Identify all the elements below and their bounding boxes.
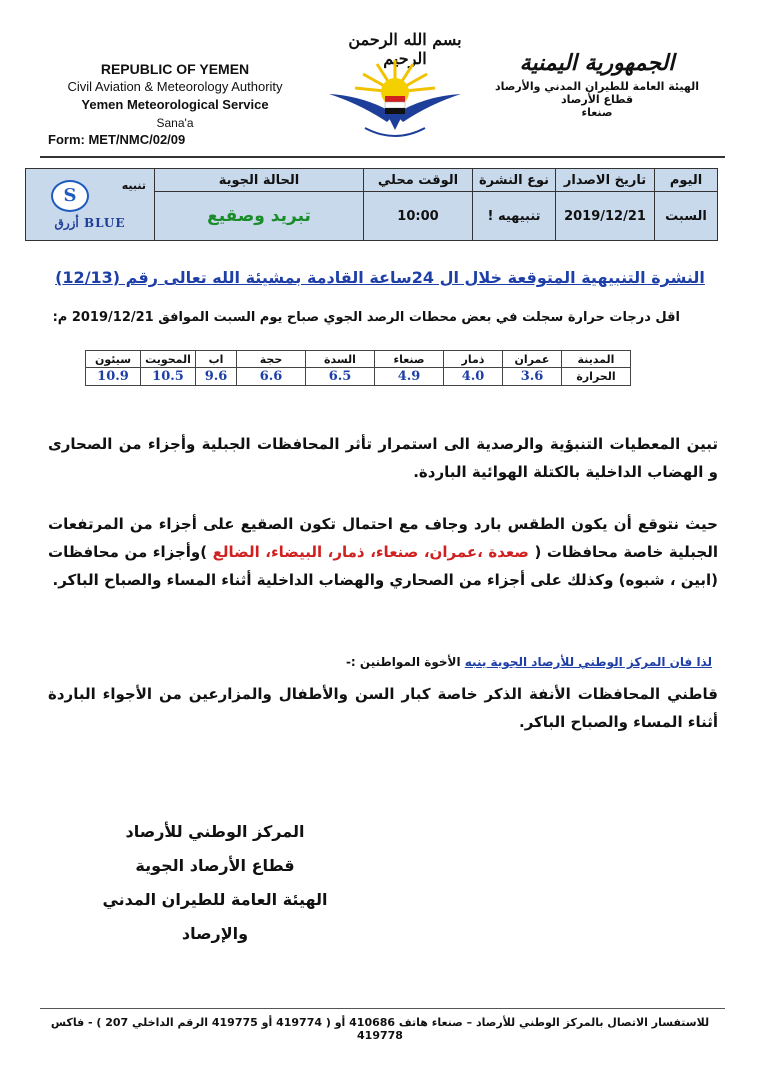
arabic-header <box>482 50 712 119</box>
city-cell: ذمار <box>444 351 503 368</box>
temp-cell: 6.5 <box>306 368 375 386</box>
country-name: REPUBLIC OF YEMEN <box>100 61 250 77</box>
temp-cell: 10.9 <box>86 368 141 386</box>
header-weather: الحالة الجوية <box>155 169 364 192</box>
bulletin-title: النشرة التنبيهية المتوقعة خلال ال 24ساعة القادمة بمشيئة الله تعالى رقم (12/13) <box>55 268 705 287</box>
advice-paragraph: قاطني المحافظات الأنفة الذكر خاصة كبار السن والأطفال والمزارعين من الأجواء الباردة أثناء المساء والصباح الباكر. <box>48 685 718 731</box>
city-cell: سيئون <box>86 351 141 368</box>
advice-intro: لذا فان المركز الوطني للأرصاد الجوية ينبه <box>464 655 712 669</box>
temp-cell: 9.6 <box>196 368 237 386</box>
arabic-sector-name: قطاع الأرصاد <box>560 93 634 106</box>
value-bulletin-type: تنبيهيه ! <box>473 192 556 241</box>
temp-cell: 4.0 <box>444 368 503 386</box>
header-issue-date: تاريخ الاصدار <box>556 169 655 192</box>
signature-line-2: قطاع الأرصاد الجوية <box>135 856 295 875</box>
value-issue-date: 2019/12/21 <box>556 192 655 241</box>
advice-addressee: الأخوة المواطنين :- <box>345 655 465 669</box>
city-label: المدينة <box>562 351 631 368</box>
signature-block <box>70 815 360 951</box>
value-local-time: 10:00 <box>364 192 473 241</box>
temp-cell: 6.6 <box>237 368 306 386</box>
form-code: Form: MET/NMC/02/09 <box>48 132 186 147</box>
city-cell: حجة <box>237 351 306 368</box>
authority-logo <box>325 52 465 146</box>
advice-intro-line <box>346 655 712 669</box>
header-day: اليوم <box>655 169 718 192</box>
paragraph2-part2: )وأجزاء من محافظات (ابين ، شبوه) وكذلك على أجزاء من الصحاري والهضاب الداخلية أثناء المساء والصباح الباكر. <box>48 543 718 589</box>
warning-level-cell <box>26 169 155 241</box>
authority-name: Civil Aviation & Meteorology Authority <box>67 79 283 94</box>
contact-footer: للاستفسار الاتصال بالمركز الوطني للأرصاد – صنعاء هاتف 410686 أو ( 419774 أو 419775 الرقم الداخلي 207 ) - فاكس 419778 <box>50 1016 710 1042</box>
arabic-authority-name: الهيئة العامة للطيران المدني والأرصاد <box>494 80 700 93</box>
footer-divider <box>40 1008 725 1009</box>
lowest-temps-caption: اقل درجات حرارة سجلت في بعض محطات الرصد الجوي صباح يوم السبت الموافق 2019/12/21 م: <box>52 310 680 325</box>
signature-line-3: الهيئة العامة للطيران المدني والإرصاد <box>102 890 328 943</box>
value-day: السبت <box>655 192 718 241</box>
temperature-table <box>85 350 631 386</box>
bulletin-info-table <box>25 168 718 241</box>
english-header <box>40 60 310 132</box>
warning-label: تنبيه <box>121 179 146 192</box>
forecast-paragraph-2 <box>48 510 718 594</box>
temp-cell: 3.6 <box>503 368 562 386</box>
temp-cell: 10.5 <box>141 368 196 386</box>
temp-label: الحرارة <box>562 368 631 386</box>
frost-governorates: صعدة ،عمران، صنعاء، ذمار، البيضاء، الضالع <box>207 543 535 561</box>
city-cell: السدة <box>306 351 375 368</box>
city-cell: المحويت <box>141 351 196 368</box>
level-letter: S <box>51 180 89 212</box>
city-cell: صنعاء <box>375 351 444 368</box>
arabic-city-name: صنعاء <box>581 106 613 119</box>
header-bulletin-type: نوع النشرة <box>473 169 556 192</box>
paragraph2-part1: حيث نتوقع أن يكون الطقس بارد وجاف مع احتمال تكون الصقيع على أجزاء من المرتفعات الجبلية خاصة محافظات ( <box>48 515 718 561</box>
value-weather: تبريد وصقيع <box>155 192 364 241</box>
arabic-country-name: الجمهورية اليمنية <box>519 50 675 76</box>
basmala: بسم الله الرحمن الرحيم <box>348 30 462 68</box>
level-text: BLUE أزرق <box>54 215 126 230</box>
city-cell: اب <box>196 351 237 368</box>
signature-line-1: المركز الوطني للأرصاد <box>125 822 305 841</box>
header-local-time: الوقت محلي <box>364 169 473 192</box>
city-cell: عمران <box>503 351 562 368</box>
city-name: Sana'a <box>156 116 194 130</box>
service-name: Yemen Meteorological Service <box>81 97 269 112</box>
forecast-paragraph-1: تبين المعطيات التنبؤية والرصدية الى استمرار تأثر المحافظات الجبلية وأجزاء من الصحارى و الهضاب الداخلية بالكتلة الهوائية الباردة. <box>48 435 718 481</box>
temp-cell: 4.9 <box>375 368 444 386</box>
header-divider <box>40 156 725 158</box>
